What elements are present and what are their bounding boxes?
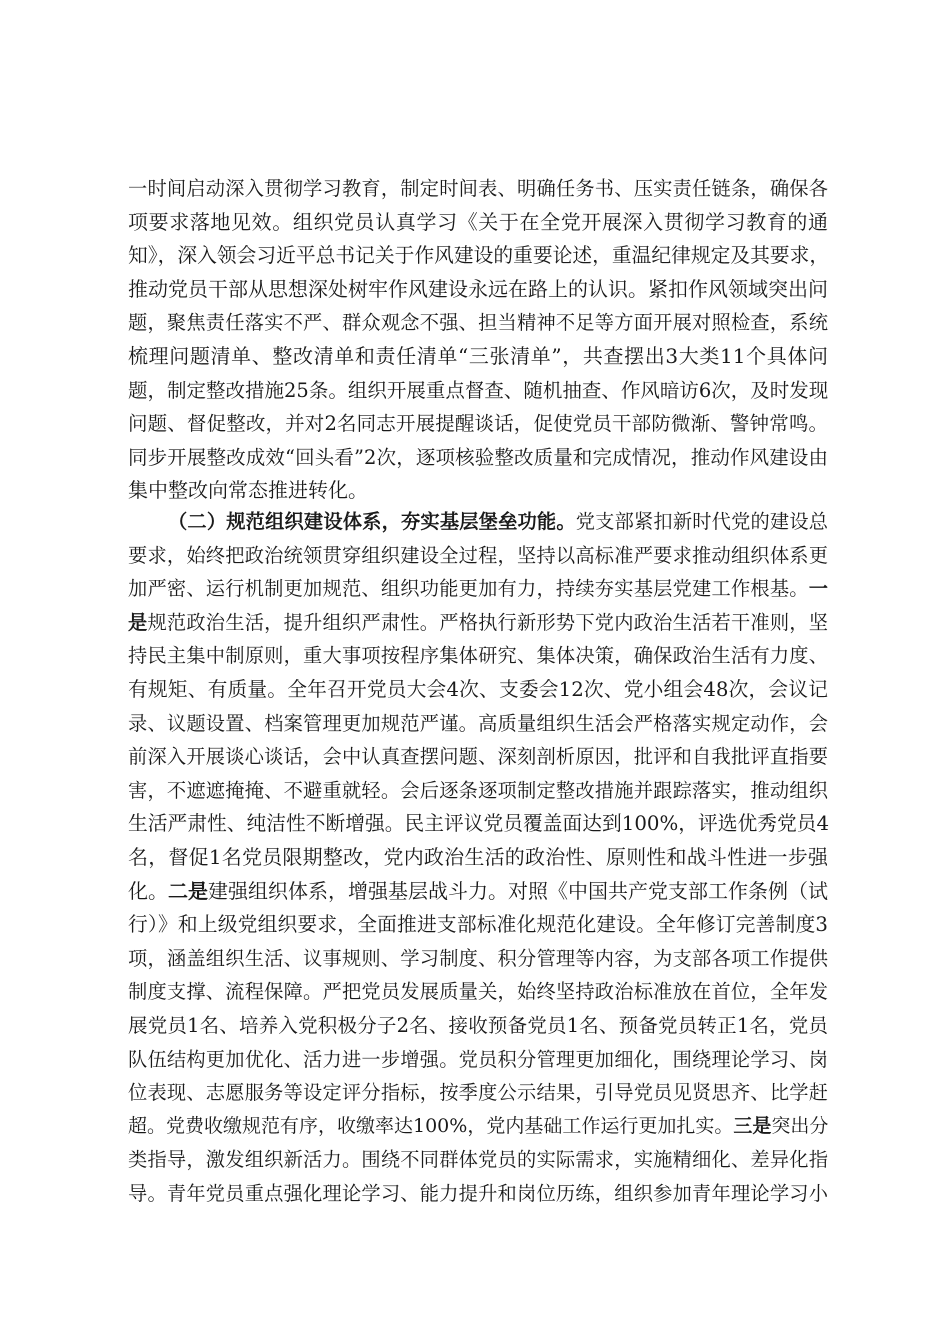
paragraph-line: 要求，始终把政治统领贯穿组织建设全过程，坚持以高标准严要求推动组织体系更 <box>128 543 828 567</box>
list-marker-2: 二是 <box>168 878 208 903</box>
paragraph-line: 同步开展整改成效“回头看”2次，逐项核验整改质量和完成情况，推动作风建设由 <box>128 445 828 469</box>
text-run: 党支部紧扣新时代党的建设总 <box>575 510 828 533</box>
paragraph-line: 持民主集中制原则，重大事项按程序集体研究、集体决策，确保政治生活有力度、 <box>128 644 828 668</box>
list-marker-3: 三是 <box>733 1114 772 1137</box>
section-heading: （二）规范组织建设体系，夯实基层堡垒功能。 <box>168 510 576 533</box>
paragraph-line: 类指导，激发组织新活力。围绕不同群体党员的实际需求，实施精细化、差异化指 <box>128 1148 828 1172</box>
text-run: 超。党费收缴规范有序，收缴率达100%，党内基础工作运行更加扎实。 <box>128 1114 734 1137</box>
paragraph-line: 队伍结构更加优化、活力进一步增强。党员积分管理更加细化，围绕理论学习、岗 <box>128 1047 828 1071</box>
paragraph-line <box>128 606 828 640</box>
paragraph-line: 推动党员干部从思想深处树牢作风建设永远在路上的认识。紧扣作风领域突出问 <box>128 276 828 301</box>
paragraph-line: 前深入开展谈心谈话，会中认真查摆问题、深刻剖析原因，批评和自我批评直指要 <box>128 745 828 769</box>
text-run: 建强组织体系，增强基层战斗力。对照《中国共产党支部工作条例（试 <box>208 878 828 903</box>
text-run: 加严密、运行机制更加规范、组织功能更加有力，持续夯实基层党建工作根基。 <box>128 577 809 601</box>
paragraph-line: 有规矩、有质量。全年召开党员大会4次、支委会12次、党小组会48次，会议记 <box>128 677 828 701</box>
paragraph-line <box>128 572 828 606</box>
paragraph-line: 生活严肃性、纯洁性不断增强。民主评议党员覆盖面达到100%，评选优秀党员4 <box>128 812 830 836</box>
paragraph-line: 题，聚焦责任落实不严、群众观念不强、担当精神不足等方面开展对照检查，系统 <box>128 311 828 335</box>
paragraph-line: 梳理问题清单、整改清单和责任清单“三张清单”，共查摆出3大类11个具体问 <box>128 343 828 368</box>
text-run: 化。 <box>128 878 168 903</box>
paragraph-line <box>128 1110 828 1144</box>
paragraph-line: 名，督促1名党员限期整改，党内政治生活的政治性、原则性和战斗性进一步强 <box>128 844 828 869</box>
paragraph-line: 行）》和上级党组织要求，全面推进支部标准化规范化建设。全年修订完善制度3 <box>128 913 828 937</box>
paragraph-line: 害，不遮遮掩掩、不避重就轻。会后逐条逐项制定整改措施并跟踪落实，推动组织 <box>128 778 828 802</box>
list-marker-1b: 是 <box>128 610 148 634</box>
paragraph-2 <box>128 505 828 1210</box>
paragraph-line <box>128 505 828 539</box>
paragraph-line: 制度支撑、流程保障。严把党员发展质量关，始终坚持政治标准放在首位，全年发 <box>128 980 828 1004</box>
paragraph-line: 知》，深入领会习近平总书记关于作风建设的重要论述，重温纪律规定及其要求， <box>128 244 830 268</box>
paragraph-line: 展党员1名、培养入党积极分子2名、接收预备党员1名、预备党员转正1名，党员 <box>128 1013 828 1037</box>
paragraph-line: 项，涵盖组织生活、议事规则、学习制度、积分管理等内容，为支部各项工作提供 <box>128 946 828 970</box>
paragraph-line: 录、议题设置、档案管理更加规范严谨。高质量组织生活会严格落实规定动作，会 <box>128 711 828 735</box>
paragraph-line: 导。青年党员重点强化理论学习、能力提升和岗位历练，组织参加青年理论学习小 <box>128 1181 828 1205</box>
paragraph-line <box>128 875 828 909</box>
list-marker-1a: 一 <box>808 577 828 601</box>
paragraph-line: 集中整改向常态推进转化。 <box>128 478 368 503</box>
paragraph-1 <box>128 172 828 508</box>
paragraph-line: 问题、督促整改，并对2名同志开展提醒谈话，促使党员干部防微渐、警钟常鸣。 <box>128 412 828 436</box>
paragraph-line: 题，制定整改措施25条。组织开展重点督查、随机抽查、作风暗访6次，及时发现 <box>128 378 829 402</box>
text-run: 突出分 <box>771 1114 829 1137</box>
paragraph-line: 项要求落地见效。组织党员认真学习《关于在全党开展深入贯彻学习教育的通 <box>128 209 828 234</box>
text-run: 规范政治生活，提升组织严肃性。严格执行新形势下党内政治生活若干准则，坚 <box>147 610 829 634</box>
paragraph-line: 一时间启动深入贯彻学习教育，制定时间表、明确任务书、压实责任链条，确保各 <box>128 177 828 200</box>
paragraph-line: 位表现、志愿服务等设定评分指标，按季度公示结果，引导党员见贤思齐、比学赶 <box>128 1081 828 1105</box>
